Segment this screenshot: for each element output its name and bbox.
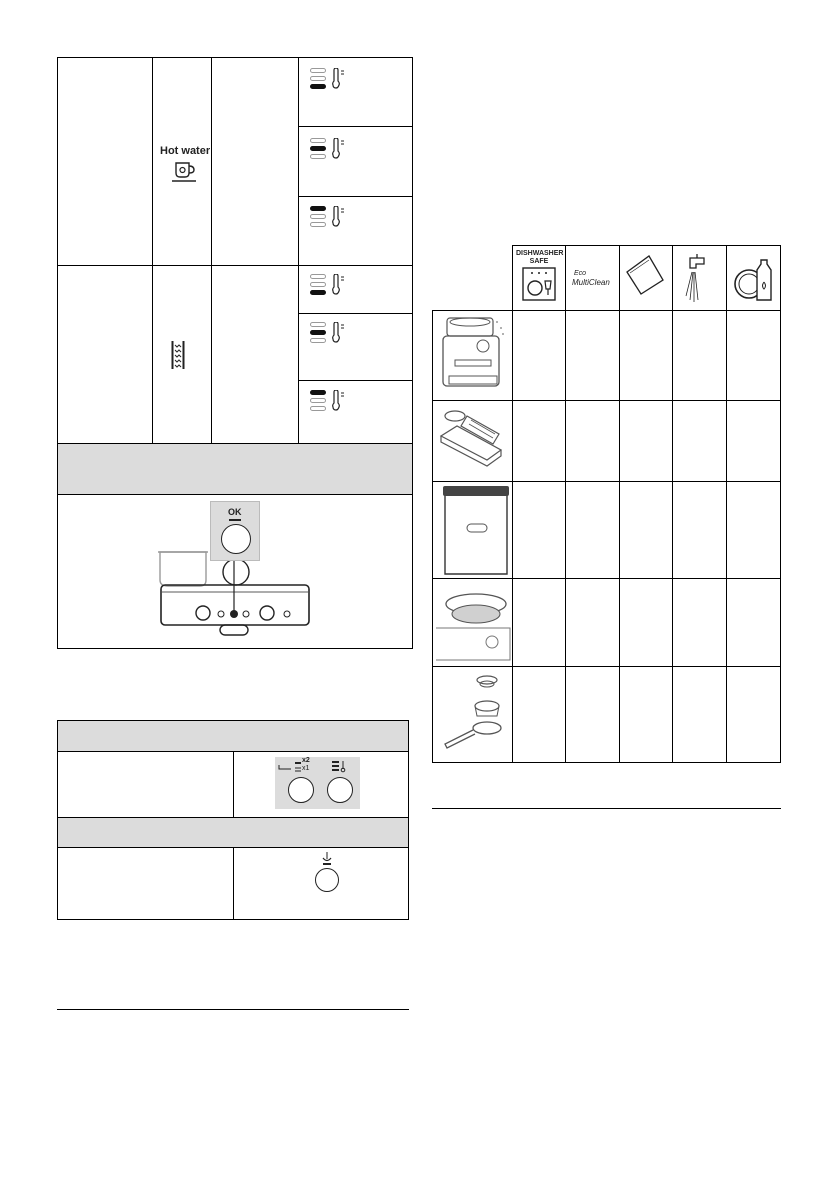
thermometer-low-icon: [330, 68, 346, 90]
x2-label: x2: [302, 757, 310, 764]
ok-button-callout: [210, 501, 260, 561]
tap-water-icon: [678, 252, 718, 306]
hot-water-icon-group: [158, 145, 211, 185]
steam-button-group: [312, 851, 342, 897]
grey-header-row: [58, 444, 412, 494]
temperature-level-bar: [310, 138, 326, 143]
drip-tray-icon: [437, 404, 511, 476]
temperature-level-bar: [310, 282, 326, 287]
temperature-level-bar: [310, 76, 326, 81]
temperature-level-bar: [310, 398, 326, 403]
temperature-level-bar: [310, 274, 326, 279]
left-divider: [57, 1009, 409, 1010]
ok-button[interactable]: [221, 524, 251, 554]
thermometer-high-icon: [330, 390, 346, 412]
temperature-button[interactable]: [327, 777, 353, 803]
multiclean-line1: Eco: [574, 270, 587, 277]
temperature-level-bar: [310, 154, 326, 159]
temperature-indicator: [310, 322, 356, 350]
right-divider: [432, 808, 781, 809]
temperature-level-bar: [310, 146, 326, 151]
small-table-header-1: [58, 721, 408, 751]
temperature-indicator: [310, 68, 356, 96]
temperature-indicator: [310, 138, 356, 166]
small-table-header-2: [58, 818, 408, 847]
temperature-level-bar: [310, 214, 326, 219]
temperature-level-bar: [310, 206, 326, 211]
temperature-level-bar: [310, 68, 326, 73]
temperature-level-bar: [310, 322, 326, 327]
portafilter-icon: [437, 670, 513, 754]
espresso-machine-icon: [437, 314, 511, 394]
multiclean-line2: MultiClean: [572, 278, 610, 287]
temperature-level-bar: [310, 390, 326, 395]
hot-water-label: Hot water: [160, 145, 211, 157]
temperature-level-bar: [310, 330, 326, 335]
shot-button[interactable]: [288, 777, 314, 803]
multiclean-icon: [568, 270, 616, 294]
temperature-indicator: [310, 206, 356, 234]
temperature-level-bar: [310, 406, 326, 411]
steam-icon: [171, 340, 185, 370]
small-table: [57, 720, 409, 920]
thermometer-high-icon: [330, 206, 346, 228]
temperature-level-bar: [310, 338, 326, 343]
ok-label-underline: [229, 519, 241, 521]
ok-label: OK: [228, 507, 242, 517]
dishwasher-line1: DISHWASHER: [516, 250, 564, 257]
detergent-icon: [733, 252, 777, 304]
temperature-indicator: [310, 390, 356, 418]
x1-label: x1: [302, 765, 310, 772]
thermometer-medium-icon: [330, 322, 346, 344]
bean-hopper-icon: [434, 584, 512, 662]
cup-icon: [170, 160, 198, 184]
thermometer-low-icon: [330, 274, 346, 296]
dishwasher-safe-icon: [516, 250, 562, 306]
steam-button[interactable]: [315, 868, 339, 892]
water-tank-icon: [441, 484, 511, 578]
dishwasher-line2: SAFE: [529, 258, 549, 265]
temperature-indicator: [310, 274, 356, 302]
temperature-level-bar: [310, 290, 326, 295]
temperature-level-bar: [310, 84, 326, 89]
temperature-level-bar: [310, 222, 326, 227]
thermometer-medium-icon: [330, 138, 346, 160]
two-buttons-panel: [275, 757, 360, 809]
cloth-icon: [623, 252, 667, 296]
